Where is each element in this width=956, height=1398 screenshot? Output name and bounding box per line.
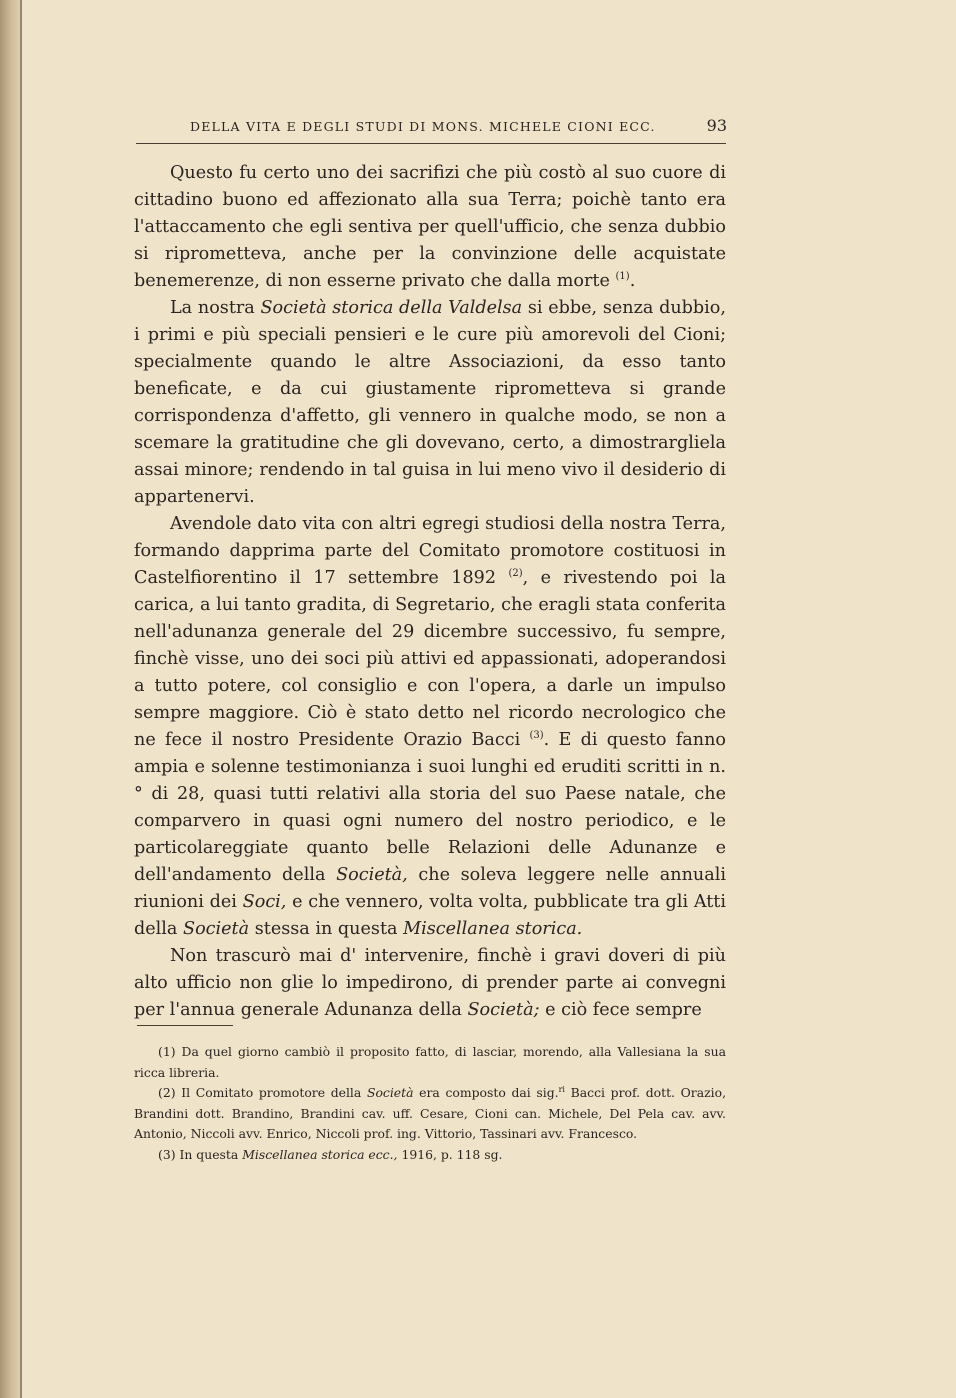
footnote-3 xyxy=(134,1145,726,1166)
footnote-2-text-b: era composto dai sig. xyxy=(413,1085,559,1101)
paragraph-4-text-b: e ciò fece sempre xyxy=(539,1000,702,1020)
footnote-1: (1) Da quel giorno cambiò il proposito fatto, di lasciar, morendo, alla Vallesiana la sua ricca libreria. xyxy=(134,1044,726,1080)
paragraph-3 xyxy=(134,511,726,943)
footnote-ref-2: (2) xyxy=(508,568,523,580)
paragraph-1 xyxy=(134,160,726,295)
paragraph-3-text-f: stessa in questa xyxy=(249,919,404,939)
paragraph-4 xyxy=(134,943,726,1024)
book-spine-shadow xyxy=(0,0,22,1398)
header-rule xyxy=(136,143,726,144)
footnote-2-sup: ri xyxy=(558,1085,565,1095)
paragraph-2-text-a: La nostra xyxy=(170,298,261,318)
running-title: DELLA VITA E DEGLI STUDI DI MONS. MICHELE CIONI ECC. xyxy=(190,119,656,134)
italic-societa-2: Società xyxy=(183,919,250,939)
main-text xyxy=(134,160,726,1024)
footnote-3-text-b: 1916, p. 118 sg. xyxy=(397,1146,503,1162)
italic-societa-1: Società, xyxy=(336,865,408,885)
footnote-rule xyxy=(137,1025,233,1026)
running-header xyxy=(190,116,730,138)
paragraph-3-text-e: e che vennero, volta volta, pubblicate tra gli Atti della xyxy=(134,892,726,939)
paragraph-4-text-a: Non trascurò mai d' intervenire, finchè i gravi doveri di più alto ufficio non glie lo impedirono, di prender parte ai convegni per l'annua generale Adunanza della xyxy=(134,946,726,1020)
italic-miscellanea: Miscellanea storica. xyxy=(403,919,583,939)
italic-societa-3: Società; xyxy=(467,1000,540,1020)
footnotes xyxy=(134,1042,726,1166)
paragraph-3-text-b: , e rivestendo poi la carica, a lui tanto gradita, di Segretario, che eragli stata conferita nell'adunanza generale del 29 dicembre successivo, fu sempre, finchè visse, uno dei soci più attivi ed appassionati, adoperandosi a tutto potere, col consiglio e con l'opera, a darle un impulso sempre maggiore. Ciò è stato detto nel ricordo necrologico che ne fece il nostro Presidente Orazio Bacci xyxy=(134,568,726,750)
paragraph-2-text-b: si ebbe, senza dubbio, i primi e più speciali pensieri e le cure più amorevoli del Cioni; specialmente quando le altre Associazioni, da esso tanto beneficate, e da cui giustamente riprometteva si grande corrispondenza d'affetto, gli vennero in qualche modo, se non a scemare la gratitudine che gli dovevano, certo, a dimostrargliela assai minore; rendendo in tal guisa in lui meno vivo il desiderio di appartenervi. xyxy=(134,298,726,507)
paragraph-3-text-a: Avendole dato vita con altri egregi studiosi della nostra Terra, formando dapprima parte del Comitato promotore costituosi in Castelfiorentino il 17 settembre 1892 xyxy=(134,514,726,588)
footnote-2-text-c: Bacci prof. dott. Orazio, Brandini dott. Brandino, Brandini cav. uff. Cesare, Cioni can. Michele, Del Pela cav. avv. Antonio, Niccoli avv. Enrico, Niccoli prof. ing. Vittorio, Tassinari avv. Francesco. xyxy=(134,1085,727,1142)
paragraph-1-end: . xyxy=(629,271,636,291)
footnote-2-text-a: (2) Il Comitato promotore della xyxy=(158,1085,367,1101)
footnote-2-italic: Società xyxy=(366,1085,414,1101)
footnote-3-italic: Miscellanea storica ecc., xyxy=(242,1146,398,1162)
paragraph-2 xyxy=(134,295,726,511)
paragraph-3-text-d: che soleva leggere nelle annuali riunioni dei xyxy=(134,865,726,912)
italic-soci: Soci, xyxy=(242,892,287,912)
footnote-3-text-a: (3) In questa xyxy=(158,1146,243,1162)
society-name-italic: Società storica della Valdelsa xyxy=(260,298,523,318)
paragraph-3-text-c: . E di questo fanno ampia e solenne testimonianza i suoi lunghi ed eruditi scritti in n.° di 28, quasi tutti relativi alla storia del suo Paese natale, che comparvero in quasi ogni numero del nostro periodico, e le particolareggiate quanto belle Relazioni delle Adunanze e dell'andamento della xyxy=(134,730,727,885)
footnote-ref-1: (1) xyxy=(615,271,630,283)
footnote-ref-3: (3) xyxy=(529,730,544,742)
footnote-2 xyxy=(134,1083,726,1145)
page-number: 93 xyxy=(706,116,727,135)
paragraph-1-text: Questo fu certo uno dei sacrifizi che più costò al suo cuore di cittadino buono ed affezionato alla sua Terra; poichè tanto era l'attaccamento che egli sentiva per quell'ufficio, che senza dubbio si riprometteva, anche per la convinzione delle acquistate benemerenze, di non esserne privato che dalla morte xyxy=(134,163,726,291)
